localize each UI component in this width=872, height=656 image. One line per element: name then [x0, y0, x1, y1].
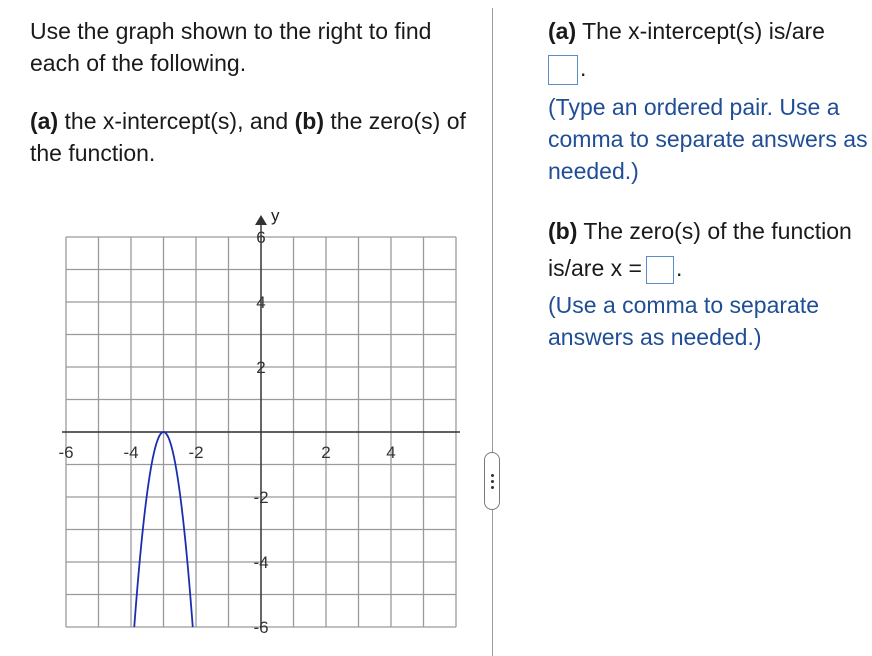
- part-b-label: (b): [294, 108, 324, 134]
- x-tick-label: 2: [321, 443, 331, 462]
- part-b-text: the zero(s) of the function.: [30, 108, 466, 166]
- answer-b-prompt: [548, 213, 868, 287]
- y-axis-arrow-icon: [255, 215, 267, 225]
- question-intro: Use the graph shown to the right to find each of the following.: [30, 18, 432, 76]
- answer-b-text: The zero(s) of the function is/are x =: [548, 218, 852, 281]
- answer-b-hint: (Use a comma to separate answers as needed.): [548, 292, 820, 350]
- y-axis-label: y: [271, 206, 280, 225]
- function-graph: [50, 200, 460, 640]
- question-parts: [30, 105, 470, 169]
- y-tick-label: -4: [253, 553, 269, 572]
- answer-a-text: The x-intercept(s) is/are: [576, 18, 825, 44]
- x-tick-label: -2: [188, 443, 204, 462]
- part-a-text: the x-intercept(s), and: [58, 108, 295, 134]
- part-a-label: (a): [30, 108, 59, 134]
- answer-a-prompt: [548, 15, 868, 47]
- answer-a-row: [548, 52, 868, 85]
- answer-a-hint: (Type an ordered pair. Use a comma to separate answers as needed.): [548, 94, 868, 184]
- x-tick-label: -4: [123, 443, 139, 462]
- answer-a-label: (a): [548, 18, 577, 44]
- y-tick-label: -6: [253, 618, 269, 637]
- y-tick-label: 2: [256, 358, 266, 377]
- answer-a-input[interactable]: [548, 55, 578, 85]
- y-tick-label: 4: [256, 293, 266, 312]
- y-tick-label: 6: [256, 228, 266, 247]
- answer-b-period: .: [675, 255, 683, 281]
- answer-b-input[interactable]: [646, 256, 674, 284]
- pane-divider: [492, 8, 493, 656]
- x-tick-label: 4: [386, 443, 396, 462]
- answer-a-period: .: [580, 55, 587, 81]
- answer-b-label: (b): [548, 218, 578, 244]
- x-tick-label: -6: [58, 443, 74, 462]
- y-tick-label: -2: [253, 488, 269, 507]
